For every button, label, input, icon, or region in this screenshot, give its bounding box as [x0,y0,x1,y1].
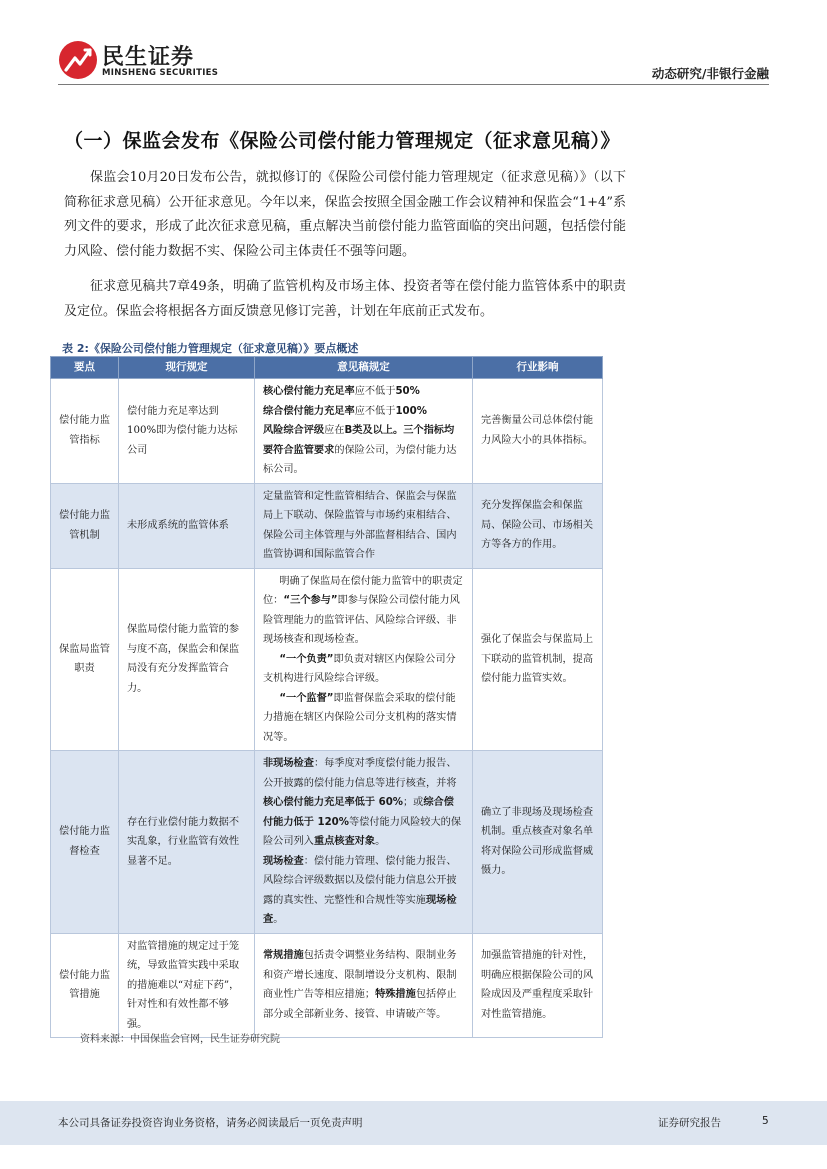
draft-text: ：偿付能力管理、偿付能力报告、风险综合评级数据以及偿付能力信息公开披露的真实性、完整性和合规性等实施 [263,855,457,906]
draft-bold-text: 风险综合评级 [263,425,325,436]
draft-paragraph [263,382,464,402]
header-current: 现行规定 [119,357,255,379]
table-row [51,933,603,1038]
draft-bold-text: B类及以上。三个指标均要符合监管要求 [263,425,455,456]
row-impact: 完善衡量公司总体偿付能力风险大小的具体指标。 [473,379,603,484]
row-current: 存在行业偿付能力数据不实乱象，行业监管有效性显著不足。 [119,751,255,934]
draft-paragraph [263,487,464,565]
draft-text: 等偿付能力风险较大的保险公司列入 [263,816,462,847]
draft-text: 即负责对辖区内保险公司分支机构进行风险综合评级。 [263,653,456,684]
paragraph-2: 征求意见稿共7章49条，明确了监管机构及市场主体、投资者等在偿付能力监管体系中的职责及定位。保监会将根据各方面反馈意见修订完善，计划在年底前正式发布。 [64,279,626,319]
draft-text: 。 [375,836,386,847]
draft-bold-text: 50% [395,386,420,397]
row-current: 未形成系统的监管体系 [119,483,255,568]
draft-text: 包括停止部分或全部新业务、接管、申请破产等。 [263,989,457,1020]
row-draft [255,751,473,934]
draft-text: ：每季度对季度偿付能力报告、公开披露的偿付能力信息等进行核查，并将 [263,758,457,789]
draft-bold-text: 综合偿付能力低于 120% [263,797,454,828]
draft-text: 的保险公司，为偿付能力达标公司。 [263,444,457,475]
draft-paragraph [263,402,464,422]
row-current: 偿付能力充足率达到100%即为偿付能力达标公司 [119,379,255,484]
draft-text: 即参与保险公司偿付能力风险管理能力的监管评估、风险综合评级、非现场核查和现场检查。 [263,595,460,645]
draft-bold-text: 核心偿付能力充足率 [263,386,355,397]
draft-text: 定量监管和定性监管相结合、保监会与保监局上下联动、保险监管与市场约束相结合、保险公司主体管理与外部监督相结合、国内监管协调和国际监管合作 [263,490,457,560]
draft-bold-text: 100% [395,405,427,417]
company-logo [58,40,219,82]
row-key: 保监局监管职责 [51,568,119,751]
draft-paragraph [263,421,464,480]
draft-bold-text: 特殊措施 [375,989,416,1001]
draft-bold-text: 综合偿付能力充足率 [263,405,355,417]
draft-text: 应不低于 [354,405,396,417]
draft-paragraph [263,572,464,650]
table-row [51,379,603,484]
table-row [51,751,603,934]
draft-bold-text: 重点核查对象 [313,836,376,847]
draft-paragraph [263,689,464,748]
header-key: 要点 [51,357,119,379]
table-row [51,568,603,751]
row-draft [255,933,473,1038]
report-category: 动态研究/非银行金融 [651,66,769,81]
draft-text: 明确了保监局在偿付能力监管中的职责定位： [263,575,463,606]
row-current: 保监局偿付能力监管的参与度不高，保监会和保监局没有充分发挥监管合力。 [119,568,255,751]
draft-text: 应在 [324,425,345,436]
header-divider [58,84,769,85]
header-impact: 行业影响 [473,357,603,379]
logo-english-name: MINSHENG SECURITIES [102,68,219,78]
row-impact: 确立了非现场及现场检查机制。重点核查对象名单将对保险公司形成监督威慑力。 [473,751,603,934]
section-title: （一）保监会发布《保险公司偿付能力管理规定（征求意见稿）》 [64,130,621,152]
row-key: 偿付能力监管指标 [51,379,119,484]
draft-bold-text: “一个监督” [279,692,334,704]
draft-paragraph [263,946,464,1024]
page-number: 5 [762,1115,769,1127]
draft-text: ；或 [403,797,424,808]
header-draft: 意见稿规定 [255,357,473,379]
minsheng-logo-icon [58,40,98,80]
draft-text: 。 [273,914,284,925]
logo-chinese-name: 民生证券 [102,45,195,70]
row-impact: 加强监管措施的针对性，明确应根据保险公司的风险成因及严重程度采取针对性监管措施。 [473,933,603,1038]
row-impact: 充分发挥保监会和保监局、保险公司、市场相关方等各方的作用。 [473,483,603,568]
row-draft [255,379,473,484]
row-current: 对监管措施的规定过于笼统，导致监管实践中采取的措施难以“对症下药”，针对性和有效性都不够强。 [119,933,255,1038]
draft-bold-text: 现场检查 [263,894,457,925]
draft-bold-text: 核心偿付能力充足率低于 60% [263,797,403,808]
paragraph-1: 保监会10月20日发布公告，就拟修订的《保险公司偿付能力管理规定（征求意见稿）》（以下简称征求意见稿）公开征求意见。今年以来，保监会按照全国金融工作会议精神和保监会“1+4”系列文件的要求，形成了此次征求意见稿，重点解决当前偿付能力监管面临的突出问题，包括偿付能力风险、偿付能力数据不实、保险公司主体责任不强等问题。 [64,170,626,259]
table-header-row [51,357,603,379]
footer-report-type: 证券研究报告 [658,1117,721,1129]
table-caption: 表 2:《保险公司偿付能力管理规定（征求意见稿）》要点概述 [62,342,359,355]
draft-text: 包括责令调整业务结构、限制业务和资产增长速度、限制增设分支机构、限制商业性广告等相应措施； [263,950,457,1001]
draft-bold-text: “三个参与” [283,595,338,606]
draft-paragraph [263,650,464,689]
row-draft [255,568,473,751]
table-source: 资料来源：中国保监会官网，民生证券研究院 [80,1034,280,1045]
row-key: 偿付能力监督检查 [51,751,119,934]
footer-disclaimer: 本公司具备证券投资咨询业务资格，请务必阅读最后一页免责声明 [58,1117,363,1129]
page-footer [0,1101,827,1145]
key-points-table [50,356,603,1038]
draft-bold-text: 非现场检查 [263,758,314,769]
draft-bold-text: 常规措施 [263,950,304,962]
draft-paragraph [263,754,464,852]
row-draft [255,483,473,568]
row-key: 偿付能力监管机制 [51,483,119,568]
draft-text: 应不低于 [354,386,396,397]
row-impact: 强化了保监会与保监局上下联动的监管机制，提高偿付能力监管实效。 [473,568,603,751]
draft-paragraph [263,852,464,930]
table-row [51,483,603,568]
draft-bold-text: 现场检查 [263,855,304,867]
draft-text: 即监督保监会采取的偿付能力措施在辖区内保险公司分支机构的落实情况等。 [263,692,457,743]
row-key: 偿付能力监管措施 [51,933,119,1038]
draft-bold-text: “一个负责” [279,653,334,665]
